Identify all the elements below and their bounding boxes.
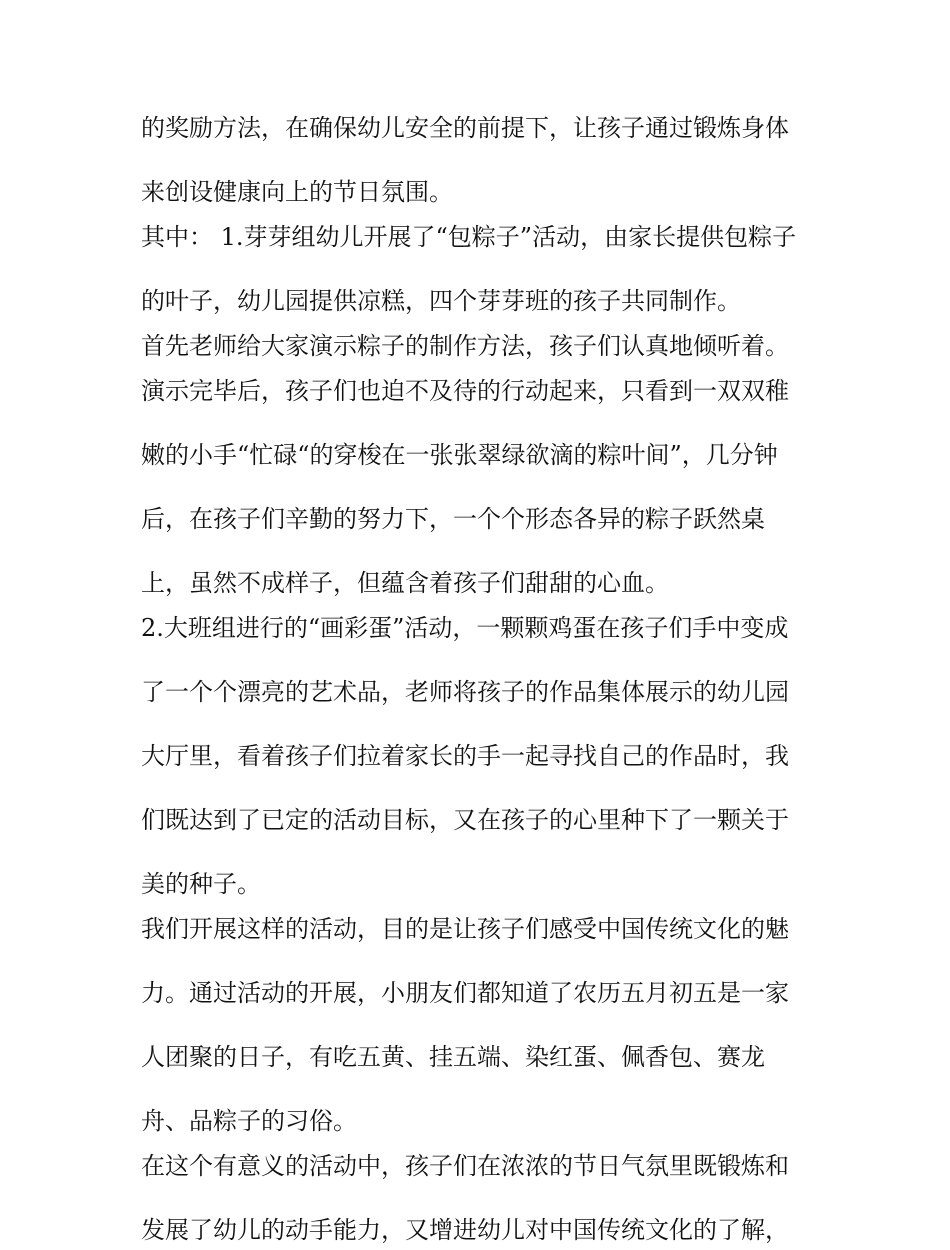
- text-line-2: 来创设健康向上的节日氛围。: [141, 178, 453, 206]
- text-line-19: 在这个有意义的活动中，孩子们在浓浓的节日气氛里既锻炼和: [141, 1152, 789, 1180]
- text-line-4: 的叶子，幼儿园提供凉糕，四个芽芽班的孩子共同制作。: [141, 287, 741, 315]
- text-line-18: 舟、品粽子的习俗。: [141, 1107, 357, 1135]
- text-line-5: 首先老师给大家演示粽子的制作方法，孩子们认真地倾听着。: [141, 332, 789, 360]
- text-line-1: 的奖励方法，在确保幼儿安全的前提下，让孩子通过锻炼身体: [141, 114, 789, 142]
- text-line-13: 们既达到了已定的活动目标，又在孩子的心里种下了一颗关于: [141, 806, 789, 834]
- text-line-7: 嫩的小手“忙碌“的穿梭在一张张翠绿欲滴的粽叶间”，几分钟: [141, 441, 778, 469]
- text-line-3: 其中： 1.芽芽组幼儿开展了“包粽子”活动，由家长提供包粽子: [141, 223, 797, 251]
- text-line-12: 大厅里，看着孩子们拉着家长的手一起寻找自己的作品时，我: [141, 742, 789, 770]
- document-body: [141, 108, 813, 1250]
- text-line-16: 力。通过活动的开展，小朋友们都知道了农历五月初五是一家: [141, 979, 789, 1007]
- text-line-10: 2.大班组进行的“画彩蛋”活动，一颗颗鸡蛋在孩子们手中变成: [141, 614, 789, 642]
- text-line-9: 上，虽然不成样子，但蕴含着孩子们甜甜的心血。: [141, 569, 669, 597]
- text-line-14: 美的种子。: [141, 870, 261, 898]
- text-line-15: 我们开展这样的活动，目的是让孩子们感受中国传统文化的魅: [141, 915, 789, 943]
- text-line-17: 人团聚的日子，有吃五黄、挂五端、染红蛋、佩香包、赛龙: [141, 1043, 765, 1071]
- text-line-6: 演示完毕后，孩子们也迫不及待的行动起来，只看到一双双稚: [141, 377, 789, 405]
- text-line-20: 发展了幼儿的动手能力，又增进幼儿对中国传统文化的了解，: [141, 1216, 789, 1244]
- text-line-11: 了一个个漂亮的艺术品，老师将孩子的作品集体展示的幼儿园: [141, 678, 789, 706]
- text-line-8: 后，在孩子们辛勤的努力下，一个个形态各异的粽子跃然桌: [141, 505, 765, 533]
